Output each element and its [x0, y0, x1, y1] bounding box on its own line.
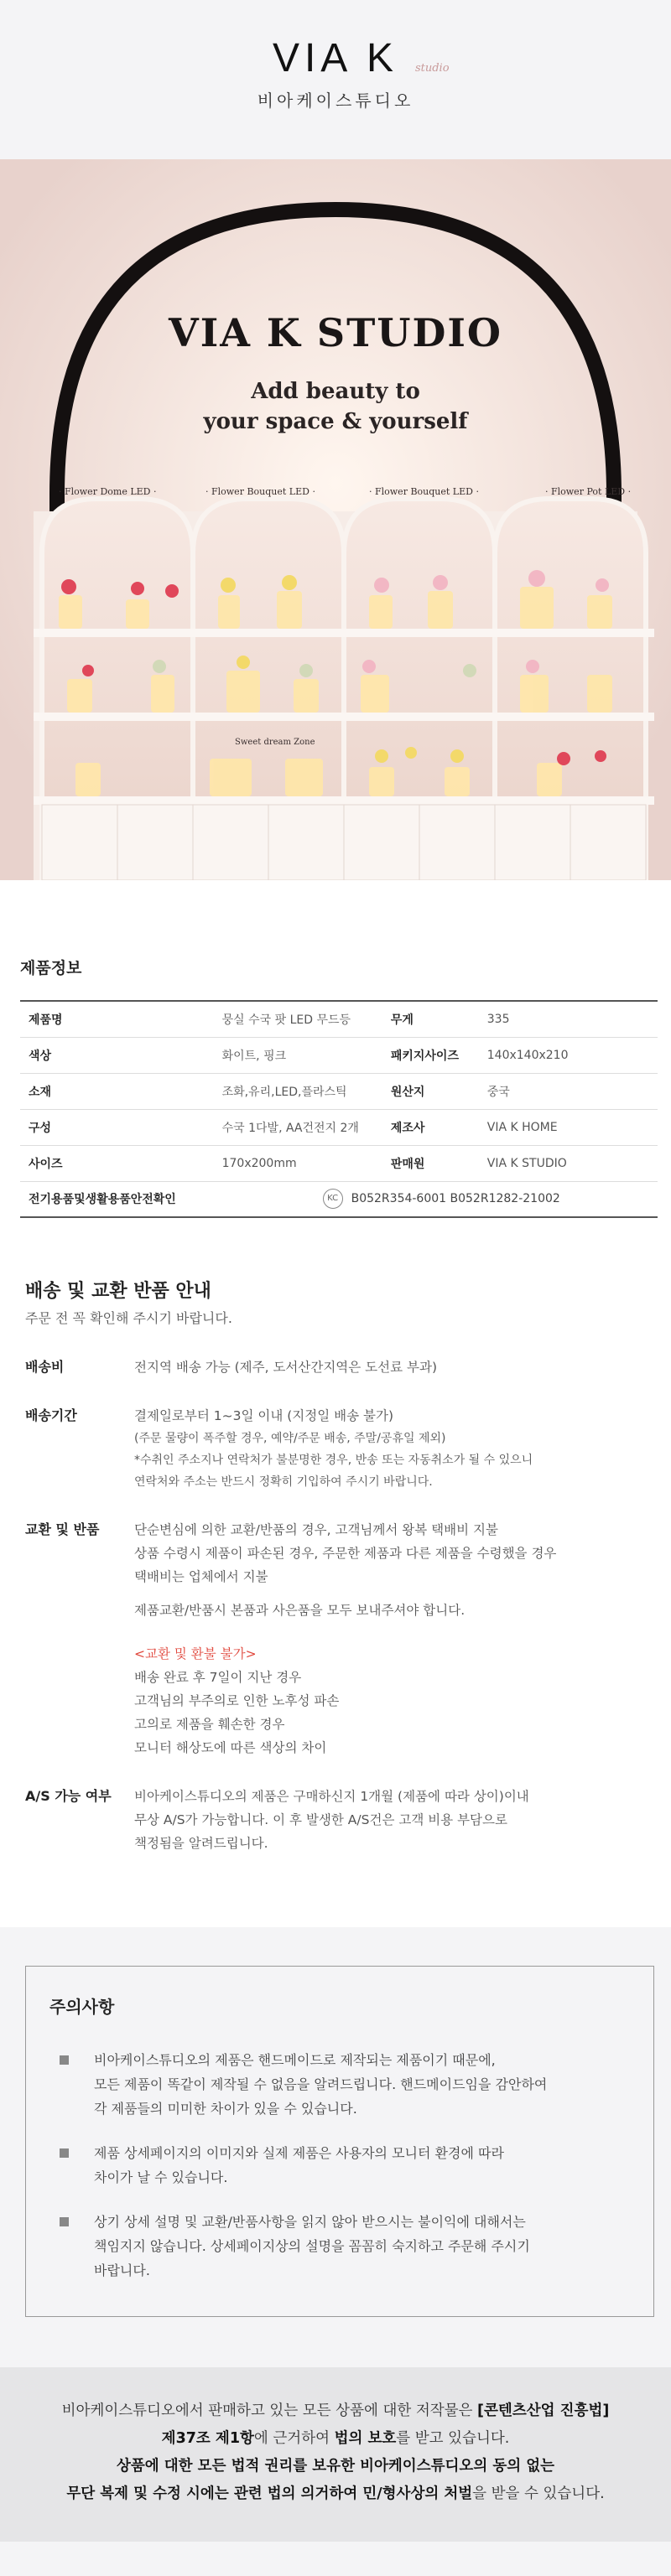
spec-label: 소재: [20, 1073, 222, 1109]
exchange-line: 택배비는 업체에서 지불: [134, 1569, 268, 1584]
led-label-1: · Flower Dome LED ·: [59, 486, 157, 497]
exchange-line: 단순변심에 의한 교환/반품의 경우, 고객님께서 왕복 택배비 지불: [134, 1522, 498, 1537]
kc-label: 전기용품및생활용품안전확인: [20, 1181, 222, 1217]
as-line: 무상 A/S가 가능합니다. 이 후 발생한 A/S건은 고객 비용 부담으로: [134, 1812, 507, 1827]
spec-label: 구성: [20, 1109, 222, 1145]
exchange-line: 제품교환/반품시 본품과 사은품을 모두 보내주셔야 합니다.: [134, 1603, 466, 1618]
table-row: [20, 1037, 658, 1073]
caution-line: 각 제품들의 미미한 차이가 있을 수 있습니다.: [94, 2101, 357, 2117]
brand-logo-text: VIA K: [272, 36, 399, 80]
table-row: [20, 1073, 658, 1109]
shipping-fee-label: 배송비: [25, 1359, 65, 1375]
spec-value: 170x200mm: [222, 1145, 391, 1181]
notice-text: 를 받고 있습니다.: [396, 2430, 510, 2447]
list-item: [49, 2048, 633, 2121]
spec-label: 원산지: [391, 1073, 487, 1109]
led-label-2: · Flower Bouquet LED ·: [205, 486, 315, 497]
notice-bold: 상품에 대한 모든 법적 권리를 보유한 비아케이스튜디오의 동의 없는: [116, 2458, 555, 2475]
brand-logo-script: studio: [414, 62, 450, 75]
hero-tagline-2: your space & yourself: [203, 409, 468, 434]
notice-line-4: [8, 2480, 663, 2508]
shipping-period-line: (주문 물량이 폭주할 경우, 예약/주문 배송, 주말/공휴일 제외): [134, 1432, 446, 1445]
exchange-text: [134, 1518, 556, 1760]
list-item: [49, 2141, 633, 2190]
notice-text: 비아케이스튜디오에서 판매하고 있는 모든 상품에 대한 저작물은: [61, 2402, 478, 2419]
spec-label: 색상: [20, 1037, 222, 1073]
caution-line: 책임지지 않습니다. 상세페이지상의 설명을 꼼꼼히 숙지하고 주문해 주시기: [94, 2238, 530, 2254]
spec-label: 판매원: [391, 1145, 487, 1181]
spec-value: 중국: [487, 1073, 658, 1109]
spec-value: 뭉실 수국 팟 LED 무드등: [222, 1001, 391, 1037]
exchange-label: 교환 및 반품: [25, 1521, 100, 1537]
hero-illustration: [0, 159, 671, 880]
spec-label: 사이즈: [20, 1145, 222, 1181]
caution-line: 상기 상세 설명 및 교환/반품사항을 읽지 않아 받으시는 불이익에 대해서는: [94, 2214, 526, 2230]
no-exchange-line: 배송 완료 후 7일이 지난 경우: [134, 1670, 302, 1685]
brand-subtitle: 비아케이스튜디오: [257, 91, 414, 111]
caution-line: 제품 상세페이지의 이미지와 실제 제품은 사용자의 모니터 환경에 따라: [94, 2145, 504, 2161]
spec-value: 335: [487, 1001, 658, 1037]
as-row: [25, 1785, 654, 1855]
spec-value: 화이트, 핑크: [222, 1037, 391, 1073]
table-row: [20, 1145, 658, 1181]
copyright-notice: [0, 2367, 671, 2542]
spec-value: 수국 1다발, AA건전지 2개: [222, 1109, 391, 1145]
notice-line-2: [8, 2425, 663, 2453]
notice-text: 에 근거하여: [253, 2430, 335, 2447]
notice-bold: [콘텐츠산업 진흥법]: [477, 2402, 610, 2419]
caution-line: 비아케이스튜디오의 제품은 핸드메이드로 제작되는 제품이기 때문에,: [94, 2052, 496, 2068]
spec-value: 조화,유리,LED,플라스틱: [222, 1073, 391, 1109]
product-info-table: [20, 1000, 658, 1218]
notice-bold: 무단 복제 및 수정 시에는 관련 법의 의거하여 민/형사상의 처벌: [66, 2485, 473, 2502]
spec-label: 무게: [391, 1001, 487, 1037]
caution-line: 차이가 날 수 있습니다.: [94, 2169, 228, 2185]
shipping-section: [0, 1252, 671, 1927]
brand-logo: [272, 35, 450, 82]
hero-image: [0, 159, 671, 880]
shipping-period-row: [25, 1404, 654, 1493]
as-text: [134, 1785, 529, 1855]
table-row: [20, 1181, 658, 1217]
caution-line: 모든 제품이 똑같이 제작될 수 없음을 알려드립니다. 핸드메이드임을 감안하여: [94, 2076, 548, 2092]
no-exchange-title: <교환 및 환불 불가>: [134, 1646, 257, 1661]
shipping-period-line: *수취인 주소지나 연락처가 불분명한 경우, 반송 또는 자동취소가 될 수 있으니: [134, 1454, 533, 1467]
zone-label: Sweet dream Zone: [235, 738, 315, 747]
notice-bold: 제37조 제1항: [161, 2430, 254, 2447]
spec-label: 패키지사이즈: [391, 1037, 487, 1073]
notice-line-1: [8, 2397, 663, 2425]
shipping-period-line: 결제일로부터 1~3일 이내 (지정일 배송 불가): [134, 1408, 394, 1423]
shipping-title: 배송 및 교환 반품 안내: [25, 1281, 211, 1302]
led-label-4: · Flower Pot LED ·: [545, 486, 632, 497]
notice-line-3: [8, 2453, 663, 2480]
notice-text: 을 받을 수 있습니다.: [472, 2485, 605, 2502]
square-bullet-icon: [60, 2217, 69, 2226]
notice-bold: 법의 보호: [334, 2430, 397, 2447]
spec-label: 제조사: [391, 1109, 487, 1145]
list-item: [49, 2210, 633, 2283]
shipping-fee-row: [25, 1355, 654, 1379]
shipping-period-line: 연락처와 주소는 반드시 정확히 기입하여 주시기 바랍니다.: [134, 1475, 433, 1489]
shipping-period-label: 배송기간: [25, 1407, 77, 1423]
caution-line: 바랍니다.: [94, 2262, 150, 2278]
kc-mark-icon: KC: [323, 1189, 343, 1209]
kc-cell: [222, 1181, 658, 1217]
spec-value: VIA K STUDIO: [487, 1145, 658, 1181]
spec-value: 140x140x210: [487, 1037, 658, 1073]
as-line: 비아케이스튜디오의 제품은 구매하신지 1개월 (제품에 따라 상이)이내: [134, 1789, 529, 1804]
caution-box: [25, 1966, 654, 2317]
as-label: A/S 가능 여부: [25, 1788, 112, 1804]
spec-label: 제품명: [20, 1001, 222, 1037]
shipping-subtitle: 주문 전 꼭 확인해 주시기 바랍니다.: [25, 1310, 232, 1326]
as-line: 책정됨을 알려드립니다.: [134, 1836, 268, 1851]
table-row: [20, 1001, 658, 1037]
square-bullet-icon: [60, 2148, 69, 2158]
caution-title: 주의사항: [49, 1997, 115, 2017]
product-info-title: 제품정보: [20, 959, 82, 977]
table-row: [20, 1109, 658, 1145]
brand-header: [0, 0, 671, 159]
hero-tagline-1: Add beauty to: [251, 379, 420, 404]
kc-value: B052R354-6001 B052R1282-21002: [351, 1192, 560, 1206]
hero-sign: VIA K STUDIO: [169, 310, 502, 355]
caution-section: [0, 1927, 671, 2367]
exchange-row: [25, 1518, 654, 1760]
no-exchange-line: 고의로 제품을 훼손한 경우: [134, 1717, 285, 1732]
led-label-3: · Flower Bouquet LED ·: [369, 486, 479, 497]
spec-value: VIA K HOME: [487, 1109, 658, 1145]
exchange-line: 상품 수령시 제품이 파손된 경우, 주문한 제품과 다른 제품을 수령했을 경우: [134, 1546, 557, 1561]
square-bullet-icon: [60, 2055, 69, 2065]
no-exchange-line: 모니터 해상도에 따른 색상의 차이: [134, 1740, 327, 1755]
shipping-fee-text: 전지역 배송 가능 (제주, 도서산간지역은 도선료 부과): [134, 1360, 438, 1375]
shipping-period-text: [134, 1404, 533, 1493]
no-exchange-line: 고객님의 부주의로 인한 노후성 파손: [134, 1693, 340, 1708]
product-info-section: [0, 880, 671, 1252]
